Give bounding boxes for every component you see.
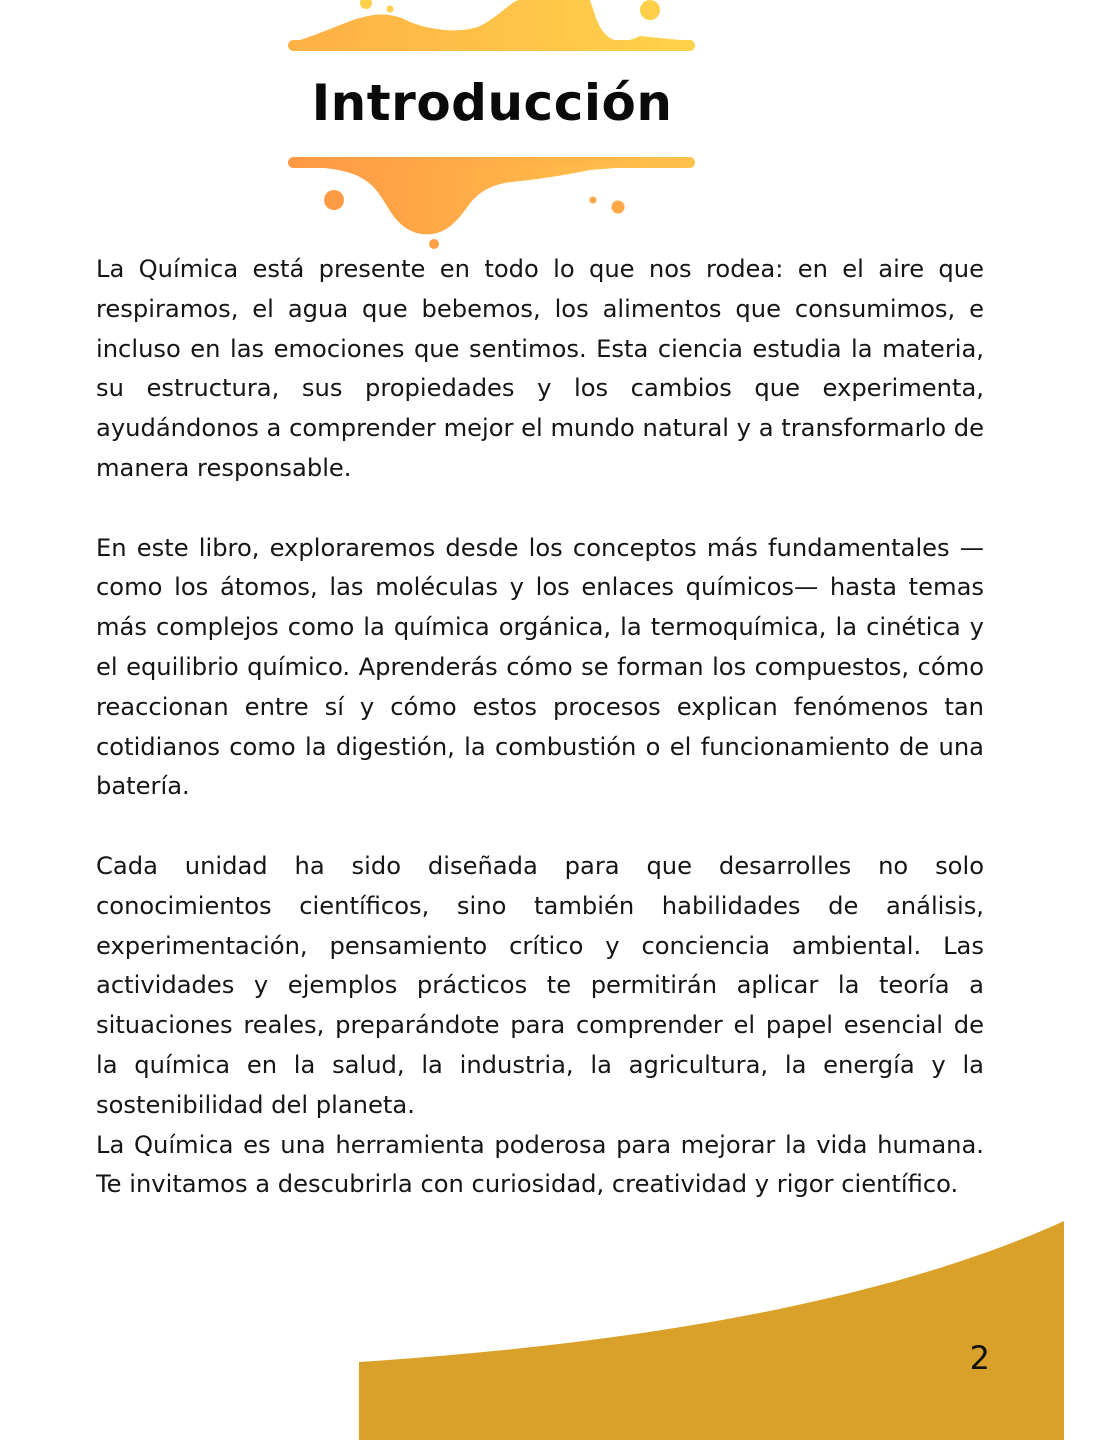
paragraph: La Química es una herramienta poderosa para mejorar la vida humana. Te invitamos a descubrirla con curiosidad, creatividad y rigor científico. [96, 1130, 984, 1199]
splash-drop [324, 190, 344, 210]
splash-drop [590, 197, 597, 204]
splash-drop [640, 0, 660, 20]
page-number: 2 [969, 1339, 990, 1377]
splash-drop [360, 0, 372, 9]
splash-drop [387, 6, 394, 13]
top-splash-shape [300, 0, 680, 41]
corner-wave [359, 1221, 1064, 1440]
splash-drop [612, 201, 625, 214]
bottom-splash-banner [288, 157, 695, 249]
page-title: Introducción [311, 74, 673, 132]
top-splash-banner [288, 0, 695, 51]
splash-drop [429, 239, 439, 249]
paragraph: Cada unidad ha sido diseñada para que desarrolles no solo conocimientos científicos, sino también habilidades de análisis, experimentación, pensamiento crítico y conciencia ambiental. Las actividades y ejemplos prácticos te permitirán aplicar la teoría a situaciones reales, preparándote para comprender el papel esencial de la química en la salud, la industria, la agricultura, la energía y la sostenibilidad del planeta. [96, 851, 984, 1119]
top-banner-bar [288, 40, 695, 51]
paragraph: En este libro, exploraremos desde los conceptos más fundamentales —como los átomos, las moléculas y los enlaces químicos— hasta temas más complejos como la química orgánica, la termoquímica, la cinética y el equilibrio químico. Aprenderás cómo se forman los compuestos, cómo reaccionan entre sí y cómo estos procesos explican fenómenos tan cotidianos como la digestión, la combustión o el funcionamiento de una batería. [96, 533, 984, 801]
body-text [96, 250, 984, 1205]
bottom-splash-shape [300, 166, 640, 234]
paragraph: La Química está presente en todo lo que nos rodea: en el aire que respiramos, el agua que bebemos, los alimentos que consumimos, e incluso en las emociones que sentimos. Esta ciencia estudia la materia, su estructura, sus propiedades y los cambios que experimenta, ayudándonos a comprender mejor el mundo natural y a transformarlo de manera responsable. [96, 255, 984, 482]
